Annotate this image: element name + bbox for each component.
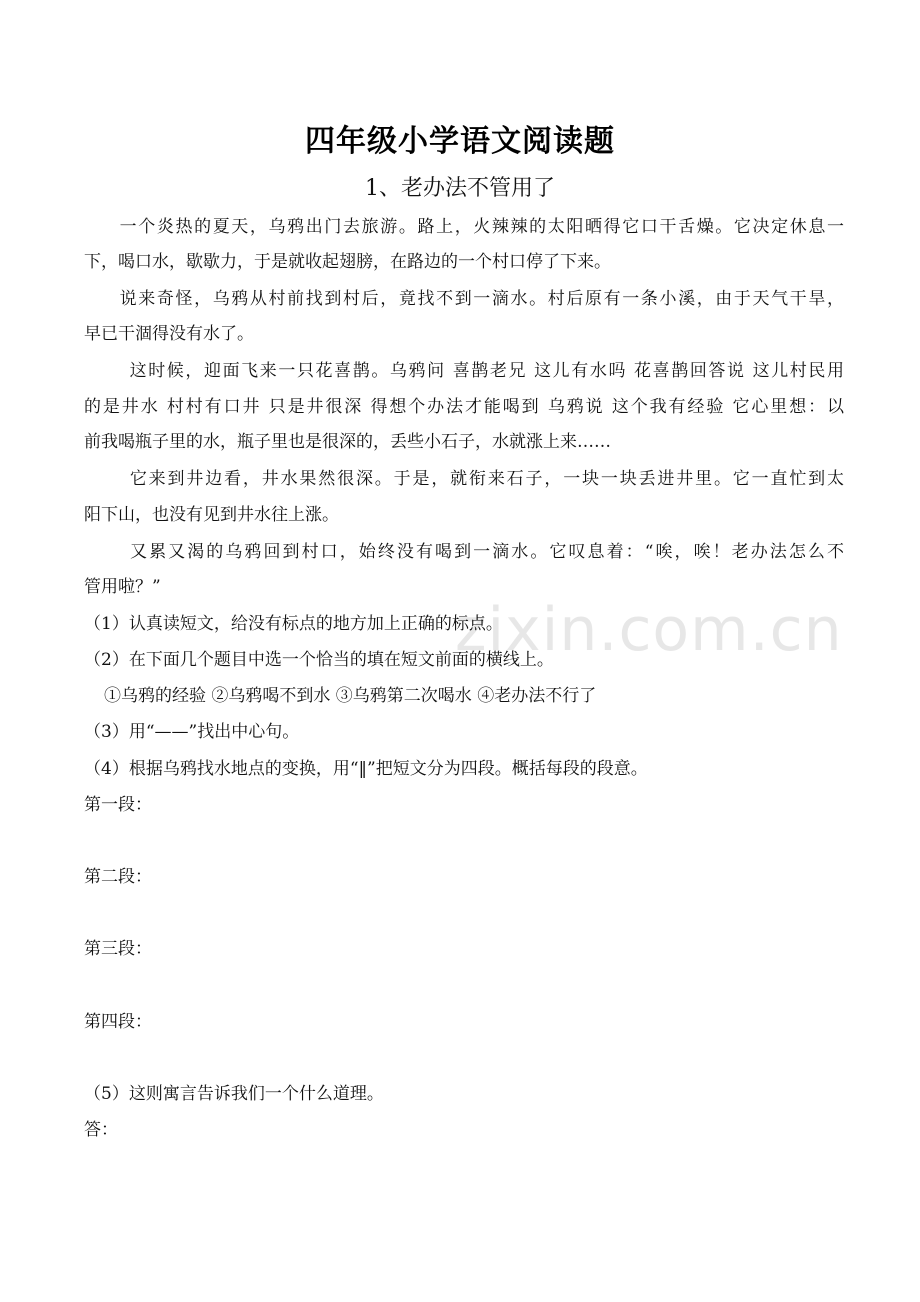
question-1: （1）认真读短文，给没有标点的地方加上正确的标点。 [84,614,503,634]
paragraph-4-line-1: 它来到井边看，井水果然很深。于是，就衔来石子，一块一块丢进井里。它一直忙到太 [128,469,844,489]
segment-1-label: 第一段： [84,795,152,815]
paragraph-2-line-2: 早已干涸得没有水了。 [84,324,254,344]
question-2-options: ①乌鸦的经验 ②乌鸦喝不到水 ③乌鸦第二次喝水 ④老办法不行了 [104,686,597,706]
paragraph-5-line-2: 管用啦？” [84,577,161,597]
page-title: 四年级小学语文阅读题 [305,124,615,159]
paragraph-5-line-1: 又累又渴的乌鸦回到村口，始终没有喝到一滴水。它叹息着：“唉，唉！老办法怎么不 [128,542,844,562]
question-5: （5）这则寓言告诉我们一个什么道理。 [84,1084,384,1104]
paragraph-4-line-2: 阳下山，也没有见到井水往上涨。 [84,505,339,525]
question-3: （3）用“——”找出中心句。 [84,722,300,742]
question-2: （2）在下面几个题目中选一个恰当的填在短文前面的横线上。 [84,650,554,670]
paragraph-1-line-2: 下，喝口水，歇歇力，于是就收起翅膀，在路边的一个村口停了下来。 [84,252,611,272]
watermark: zixin.com.cn [455,595,843,665]
paragraph-2-line-1: 说来奇怪，乌鸦从村前找到村后，竟找不到一滴水。村后原有一条小溪，由于天气干旱， [118,289,844,309]
segment-3-label: 第三段： [84,939,152,959]
paragraph-1-line-1: 一个炎热的夏天，乌鸦出门去旅游。路上，火辣辣的太阳晒得它口干舌燥。它决定休息一 [118,217,844,237]
question-4: （4）根据乌鸦找水地点的变换，用“‖”把短文分为四段。概括每段的段意。 [84,759,648,779]
paragraph-3-line-2: 的是井水 村村有口井 只是井很深 得想个办法才能喝到 乌鸦说 这个我有经验 它心里想：以 [84,397,844,417]
segment-4-label: 第四段： [84,1012,152,1032]
paragraph-3-line-3: 前我喝瓶子里的水，瓶子里也是很深的，丢些小石子，水就涨上来…… [84,432,611,452]
answer-label: 答： [84,1120,118,1140]
segment-2-label: 第二段： [84,867,152,887]
paragraph-3-line-1: 这时候，迎面飞来一只花喜鹊。乌鸦问 喜鹊老兄 这儿有水吗 花喜鹊回答说 这儿村民用 [128,361,844,381]
story-title: 1、老办法不管用了 [365,176,555,201]
